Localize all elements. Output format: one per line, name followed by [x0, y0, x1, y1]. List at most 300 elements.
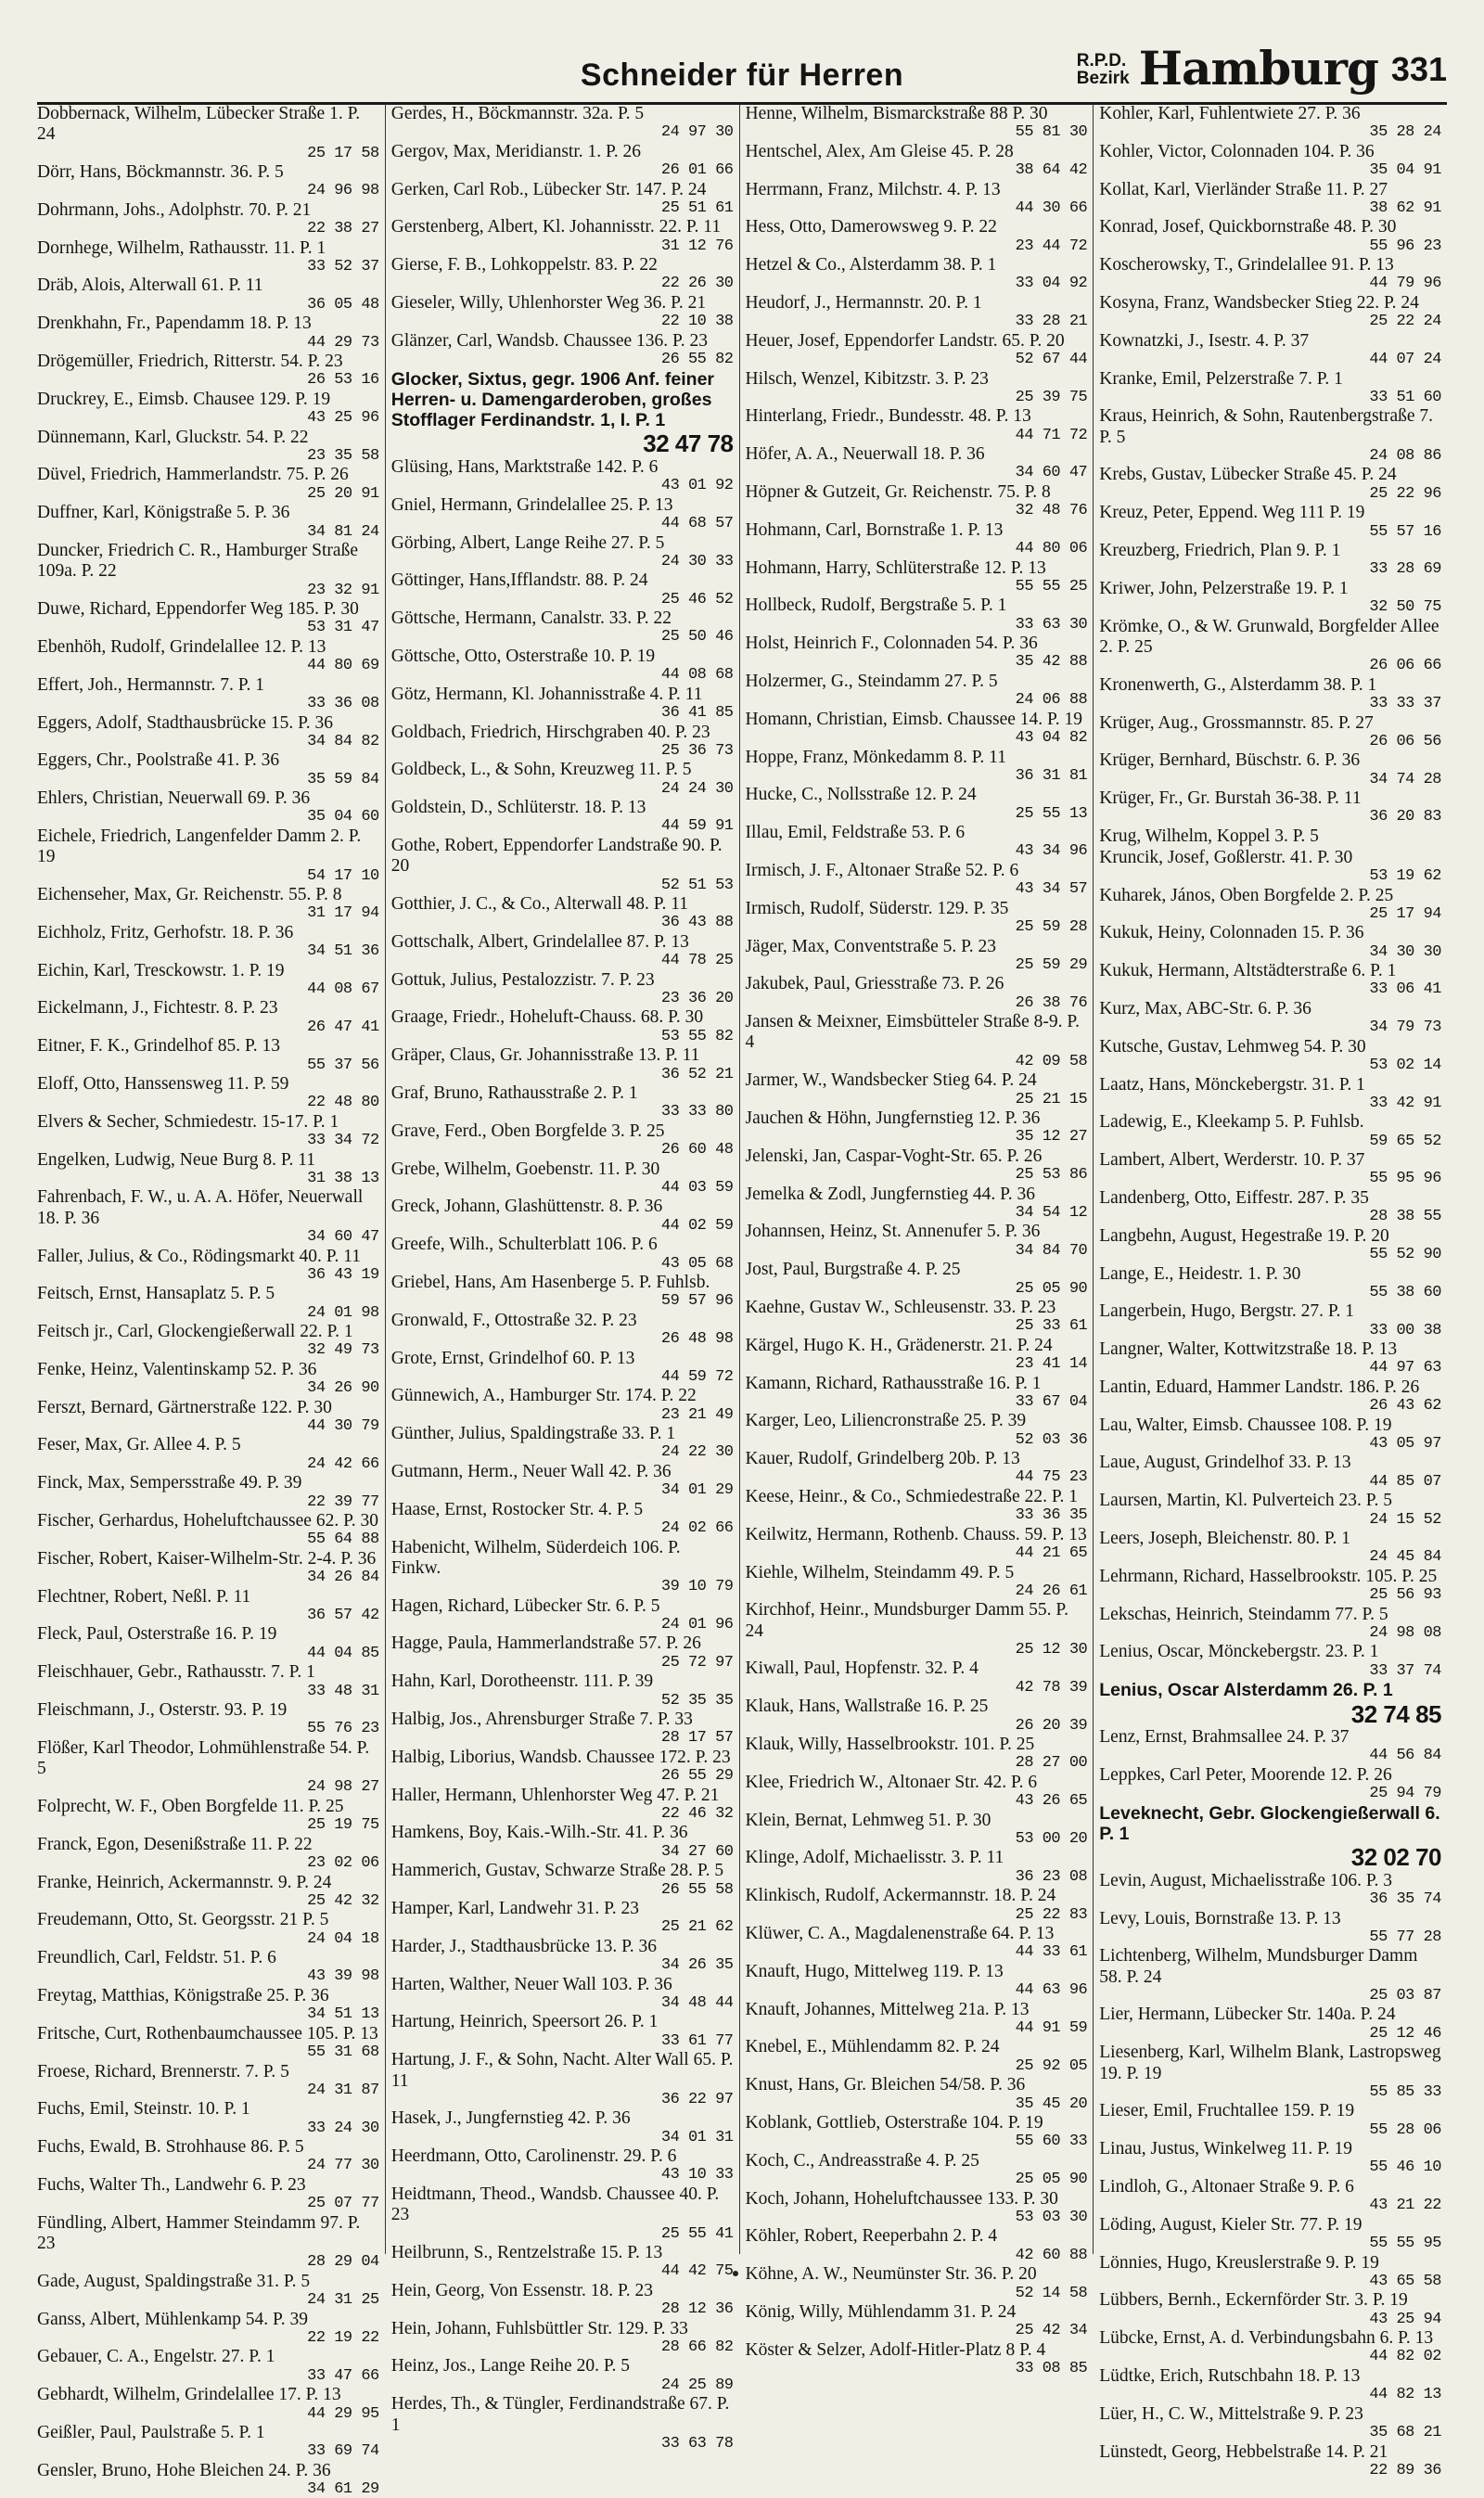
entry-name-address: Klüwer, C. A., Magdalenenstraße 64. P. 13	[745, 1924, 1055, 1944]
directory-entry	[746, 1848, 1088, 1885]
entry-name-address: Dräb, Alois, Alterwall 61. P. 11	[37, 275, 263, 296]
entry-phone: 24 97 30	[660, 123, 734, 142]
entry-name-address: Heudorf, J., Hermannstr. 20. P. 1	[745, 292, 982, 313]
entry-phone: 25 92 05	[1015, 2056, 1088, 2075]
directory-entry	[37, 352, 379, 389]
directory-entry	[1099, 293, 1441, 330]
entry-name-address: Finck, Max, Sempersstraße 49. P. 39	[37, 1473, 302, 1493]
entry-name-address: Krug, Wilhelm, Koppel 3. P. 5	[1099, 826, 1319, 846]
directory-entry	[746, 1222, 1088, 1259]
entry-phone: 33 61 77	[660, 2031, 734, 2050]
entry-phone: 35 12 27	[1015, 1128, 1088, 1147]
entry-name-address: Hohmann, Harry, Schlüterstraße 12. P. 13	[745, 557, 1046, 578]
directory-entry	[391, 894, 734, 931]
entry-name-address: Gronwald, F., Ottostraße 32. P. 23	[390, 1310, 637, 1330]
entry-name-address: Gutmann, Herm., Neuer Wall 42. P. 36	[390, 1461, 672, 1481]
directory-entry	[746, 444, 1088, 481]
entry-name-address: Lüer, H., C. W., Mittelstraße 9. P. 23	[1099, 2403, 1363, 2424]
entry-phone: 44 56 84	[1369, 1747, 1441, 1765]
entry-name-address: Heuer, Josef, Eppendorfer Landstr. 65. P. 20	[745, 330, 1065, 351]
entry-name-address: Kruncik, Josef, Goßlerstr. 41. P. 30	[1099, 847, 1353, 867]
entry-phone: 38 64 42	[1015, 161, 1088, 180]
directory-entry	[746, 369, 1088, 406]
entry-name-address: Fuchs, Walter Th., Landwehr 6. P. 23	[37, 2174, 306, 2195]
entry-name-address: Halbig, Jos., Ahrensburger Straße 7. P. 33	[390, 1710, 693, 1730]
directory-entry	[37, 923, 379, 960]
entry-name-address: Krüger, Bernhard, Büschstr. 6. P. 36	[1099, 750, 1361, 771]
entry-name-address: Halbig, Liborius, Wandsb. Chaussee 172. P. 23	[390, 1747, 731, 1767]
directory-entry	[391, 457, 734, 494]
entry-phone: 44 03 59	[660, 1178, 734, 1197]
entry-phone: 25 03 87	[1369, 1986, 1441, 2005]
entry-name-address: Irmisch, Rudolf, Süderstr. 129. P. 35	[745, 898, 1009, 918]
entry-phone: 36 31 81	[1015, 766, 1088, 785]
entry-phone: 26 55 29	[660, 1767, 734, 1786]
directory-entry	[391, 1462, 734, 1499]
entry-phone: 32 47 78	[643, 429, 734, 458]
entry-name-address: Johannsen, Heinz, St. Annenufer 5. P. 36	[745, 1222, 1041, 1242]
directory-entry	[391, 1710, 734, 1747]
entry-name-address: Gniel, Hermann, Grindelallee 25. P. 13	[390, 494, 673, 515]
entry-name-address: Klinkisch, Rudolf, Ackermannstr. 18. P. 24	[745, 1886, 1056, 1906]
directory-entry	[1099, 1416, 1441, 1453]
entry-phone: 52 14 58	[1015, 2284, 1088, 2302]
entry-name-address: Hilsch, Wenzel, Kibitzstr. 3. P. 23	[745, 368, 989, 389]
entry-name-address: Hartung, J. F., & Sohn, Nacht. Alter Wall 65. P. 11	[390, 2050, 734, 2091]
directory-entry	[1099, 1188, 1441, 1225]
directory-entry	[1099, 255, 1441, 292]
entry-phone: 59 57 96	[660, 1292, 734, 1311]
directory-entry	[37, 2272, 379, 2309]
directory-entry	[37, 2137, 379, 2174]
entry-phone: 36 41 85	[660, 704, 734, 723]
entry-name-address: Klauk, Hans, Wallstraße 16. P. 25	[745, 1697, 989, 1717]
directory-entry	[1099, 2005, 1441, 2042]
page-header	[37, 37, 1447, 105]
entry-name-address: Lübbers, Bernh., Eckernförder Str. 3. P. 19	[1099, 2290, 1408, 2311]
directory-entry	[1099, 1112, 1441, 1149]
entry-phone: 38 62 91	[1369, 199, 1441, 217]
entry-name-address: Kosyna, Franz, Wandsbecker Stieg 22. P. 24	[1099, 292, 1419, 313]
entry-name-address: Gerdes, H., Böckmannstr. 32a. P. 5	[390, 104, 645, 123]
entry-name-address: Fleischhauer, Gebr., Rathausstr. 7. P. 1	[37, 1662, 315, 1683]
directory-entry	[37, 390, 379, 427]
directory-entry	[746, 2340, 1088, 2377]
entry-name-address: Kraus, Heinrich, & Sohn, Rautenbergstraße 7. P. 5	[1099, 406, 1434, 447]
bezirk-text: Bezirk	[1076, 69, 1130, 88]
entry-name-address: Jäger, Max, Conventstraße 5. P. 23	[745, 936, 997, 956]
directory-entry	[37, 885, 379, 922]
entry-name-address: Habenicht, Wilhelm, Süderdeich 106. P. Finkw.	[390, 1537, 681, 1578]
directory-entry	[37, 826, 379, 885]
directory-entry	[37, 2213, 379, 2272]
directory-entry	[746, 1336, 1088, 1373]
directory-entry	[746, 1886, 1088, 1923]
entry-name-address: Levin, August, Michaelisstraße 106. P. 3	[1099, 1870, 1393, 1890]
entry-name-address: Karger, Leo, Liliencronstraße 25. P. 39	[745, 1411, 1027, 1431]
directory-entry	[746, 1411, 1088, 1448]
entry-phone: 42 60 88	[1015, 2246, 1088, 2264]
directory-entry	[1099, 1301, 1441, 1339]
entry-name-address: Köster & Selzer, Adolf-Hitler-Platz 8 P. 4	[745, 2339, 1046, 2360]
entry-phone: 24 24 30	[660, 779, 734, 798]
entry-phone: 28 66 82	[660, 2338, 734, 2356]
entry-name-address: Hagge, Paula, Hammerlandstraße 57. P. 26	[390, 1633, 701, 1654]
directory-entry	[391, 180, 734, 217]
entry-name-address: Jauchen & Höhn, Jungfernstieg 12. P. 36	[745, 1108, 1041, 1129]
entry-name-address: Haase, Ernst, Rostocker Str. 4. P. 5	[390, 1499, 644, 1519]
entry-phone: 55 38 60	[1369, 1283, 1441, 1301]
entry-name-address: Goldstein, D., Schlüterstr. 18. P. 13	[390, 798, 646, 818]
entry-phone: 53 02 14	[1369, 1057, 1441, 1075]
entry-name-address: Eichenseher, Max, Gr. Reichenstr. 55. P. 8	[37, 885, 342, 905]
directory-entry	[1099, 2101, 1441, 2138]
directory-entry	[391, 142, 734, 179]
entry-phone: 43 10 33	[660, 2166, 734, 2184]
entry-name-address: Hammerich, Gustav, Schwarze Straße 28. P. 5	[390, 1861, 724, 1881]
directory-entry	[1099, 217, 1441, 254]
directory-entry	[746, 255, 1088, 292]
entry-name-address: Feser, Max, Gr. Allee 4. P. 5	[37, 1435, 241, 1455]
entry-name-address: Lünstedt, Georg, Hebbelstraße 14. P. 21	[1099, 2441, 1388, 2462]
directory-entry	[1099, 2139, 1441, 2176]
entry-phone: 35 04 60	[307, 808, 379, 826]
directory-entry	[746, 1147, 1088, 1184]
entry-phone: 33 42 91	[1369, 1094, 1441, 1112]
directory-entry	[391, 836, 734, 894]
directory-entry	[1099, 2442, 1441, 2479]
directory-entry	[37, 1187, 379, 1246]
entry-name-address: Ganss, Albert, Mühlenkamp 54. P. 39	[37, 2309, 308, 2329]
directory-entry	[1099, 2290, 1441, 2327]
entry-phone: 26 20 39	[1015, 1716, 1088, 1735]
directory-entry	[1099, 104, 1441, 141]
directory-entry	[37, 314, 379, 351]
entry-name-address: Herrmann, Franz, Milchstr. 4. P. 13	[745, 179, 1001, 199]
entry-name-address: Keilwitz, Hermann, Rothenb. Chauss. 59. P. 13	[745, 1524, 1087, 1544]
entry-name-address: Kiwall, Paul, Hopfenstr. 32. P. 4	[745, 1659, 979, 1679]
directory-entry	[1099, 1150, 1441, 1187]
entry-name-address: Kownatzki, J., Isestr. 4. P. 37	[1099, 330, 1310, 351]
entry-phone: 24 77 30	[307, 2157, 379, 2175]
entry-name-address: Glänzer, Carl, Wandsb. Chaussee 136. P. 23	[390, 330, 708, 351]
entry-phone: 31 38 13	[307, 1169, 379, 1187]
entry-name-address: Heidtmann, Theod., Wandsb. Chaussee 40. P. 23	[390, 2184, 720, 2225]
directory-entry	[37, 2024, 379, 2061]
entry-phone: 44 59 72	[660, 1367, 734, 1386]
entry-name-address: Langbehn, August, Hegestraße 19. P. 20	[1099, 1225, 1389, 1246]
entry-name-address: Knauft, Johannes, Mittelweg 21a. P. 13	[745, 1999, 1030, 2019]
entry-name-address: Göttsche, Otto, Osterstraße 10. P. 19	[390, 646, 656, 666]
directory-entry	[746, 748, 1088, 785]
directory-entry	[37, 750, 379, 788]
entry-phone: 31 12 76	[660, 237, 734, 255]
entry-phone: 34 79 73	[1369, 1018, 1441, 1037]
entry-phone: 24 08 86	[1369, 446, 1441, 465]
directory-entry	[391, 533, 734, 570]
entry-phone: 33 34 72	[307, 1132, 379, 1150]
entry-phone: 34 84 82	[307, 732, 379, 750]
entry-phone: 25 19 75	[307, 1816, 379, 1835]
entry-name-address: Görbing, Albert, Lange Reihe 27. P. 5	[390, 532, 665, 553]
entry-name-address: Jost, Paul, Burgstraße 4. P. 25	[745, 1260, 961, 1280]
entry-phone: 53 00 20	[1015, 1829, 1088, 1848]
directory-entry	[746, 1563, 1088, 1600]
directory-entry	[391, 293, 734, 330]
entry-phone: 35 45 20	[1015, 2094, 1088, 2113]
entry-phone: 24 31 25	[307, 2291, 379, 2310]
directory-entry	[746, 142, 1088, 179]
entry-name-address: Fritsche, Curt, Rothenbaumchaussee 105. P. 13	[37, 2023, 378, 2043]
directory-entry	[391, 1273, 734, 1310]
entry-phone: 33 36 35	[1015, 1506, 1088, 1525]
entry-name-address: Glocker, Sixtus, gegr. 1906 Anf. feiner Herren- u. Damengarderoben, großes Stofflager Ferdinandstr. 1, I. P. 1	[390, 368, 714, 431]
entry-name-address: Kauer, Rudolf, Grindelberg 20b. P. 13	[745, 1449, 1020, 1469]
entry-phone: 44 78 25	[660, 952, 734, 970]
entry-phone: 33 24 30	[307, 2119, 379, 2137]
entry-name-address: Kranke, Emil, Pelzerstraße 7. P. 1	[1099, 368, 1343, 389]
directory-entry	[1099, 541, 1441, 578]
entry-name-address: Drenkhahn, Fr., Papendamm 18. P. 13	[37, 314, 312, 334]
directory-entry	[746, 1487, 1088, 1524]
entry-phone: 25 05 90	[1015, 2171, 1088, 2189]
directory-entry	[391, 2050, 734, 2108]
directory-columns	[37, 104, 1447, 2498]
entry-phone: 44 82 02	[1369, 2348, 1441, 2366]
entry-name-address: Folprecht, W. F., Oben Borgfelde 11. P. 25	[37, 1796, 344, 1816]
entry-name-address: Kutsche, Gustav, Lehmweg 54. P. 30	[1099, 1036, 1366, 1057]
directory-entry	[37, 1948, 379, 1985]
entry-phone: 25 55 41	[660, 2224, 734, 2243]
entry-name-address: Fleischmann, J., Osterstr. 93. P. 19	[37, 1700, 288, 1721]
entry-phone: 34 01 29	[660, 1481, 734, 1500]
entry-phone: 35 28 24	[1369, 123, 1441, 142]
entry-name-address: Krömke, O., & W. Grunwald, Borgfelder Allee 2. P. 25	[1099, 616, 1439, 657]
entry-phone: 44 68 57	[660, 515, 734, 533]
directory-entry	[37, 428, 379, 465]
entry-name-address: Klinge, Adolf, Michaelisstr. 3. P. 11	[745, 1848, 1004, 1868]
entry-phone: 59 65 52	[1369, 1132, 1441, 1150]
entry-name-address: Lübcke, Ernst, A. d. Verbindungsbahn 6. P. 13	[1099, 2328, 1434, 2349]
directory-entry	[391, 1786, 734, 1823]
directory-entry	[1099, 1765, 1441, 1802]
directory-entry	[746, 1298, 1088, 1335]
directory-entry	[37, 104, 379, 162]
directory-entry	[1099, 1727, 1441, 1764]
entry-name-address: Knebel, E., Mühlendamm 82. P. 24	[745, 2037, 1000, 2057]
directory-entry	[1099, 1605, 1441, 1642]
entry-phone: 36 05 48	[307, 295, 379, 314]
directory-entry	[1099, 1946, 1441, 2005]
entry-name-address: Dobbernack, Wilhelm, Lübecker Straße 1. P. 24	[37, 104, 361, 145]
entry-phone: 55 76 23	[307, 1720, 379, 1738]
entry-phone: 44 75 23	[1015, 1468, 1088, 1487]
entry-phone: 23 32 91	[307, 581, 379, 599]
entry-phone: 28 17 57	[660, 1729, 734, 1748]
directory-entry	[1099, 2366, 1441, 2403]
entry-phone: 43 39 98	[307, 1967, 379, 1986]
entry-name-address: Günther, Julius, Spaldingstraße 33. P. 1	[390, 1424, 676, 1444]
directory-entry	[391, 1596, 734, 1633]
entry-name-address: Kiehle, Wilhelm, Steindamm 49. P. 5	[745, 1562, 1015, 1582]
entry-name-address: Ehlers, Christian, Neuerwall 69. P. 36	[37, 788, 311, 809]
entry-name-address: Franke, Heinrich, Ackermannstr. 9. P. 24	[37, 1872, 332, 1892]
directory-entry	[37, 1112, 379, 1149]
entry-phone: 44 80 69	[307, 657, 379, 675]
directory-entry	[1099, 406, 1441, 465]
entry-name-address: Greefe, Wilh., Schulterblatt 106. P. 6	[390, 1235, 658, 1255]
directory-entry	[746, 974, 1088, 1011]
entry-phone: 26 48 98	[660, 1330, 734, 1349]
entry-phone: 25 12 30	[1015, 1640, 1088, 1659]
entry-phone: 34 81 24	[307, 522, 379, 541]
entry-name-address: Krüger, Fr., Gr. Burstah 36-38. P. 11	[1099, 788, 1362, 809]
entry-name-address: Freytag, Matthias, Königstraße 25. P. 36	[37, 1985, 329, 2005]
directory-entry	[37, 503, 379, 540]
entry-name-address: Hein, Georg, Von Essenstr. 18. P. 23	[390, 2280, 653, 2300]
entry-name-address: Koscherowsky, T., Grindelallee 91. P. 13	[1099, 255, 1394, 275]
entry-phone: 24 45 84	[1369, 1548, 1441, 1567]
entry-phone: 33 06 41	[1369, 980, 1441, 999]
entry-name-address: Glüsing, Hans, Marktstraße 142. P. 6	[390, 456, 659, 477]
entry-phone: 35 59 84	[307, 770, 379, 788]
entry-name-address: Koblank, Gottlieb, Osterstraße 104. P. 19	[745, 2113, 1043, 2133]
directory-entry	[391, 2356, 734, 2393]
entry-phone: 33 28 21	[1015, 313, 1088, 331]
entry-phone: 26 53 16	[307, 371, 379, 390]
entry-phone: 34 30 30	[1369, 942, 1441, 961]
entry-name-address: Hinterlang, Friedr., Bundesstr. 48. P. 13	[745, 406, 1031, 427]
entry-phone: 25 59 28	[1015, 918, 1088, 937]
entry-phone: 43 34 96	[1015, 842, 1088, 861]
directory-entry	[391, 1083, 734, 1121]
entry-name-address: Goldbeck, L., & Sohn, Kreuzweg 11. P. 5	[390, 760, 692, 780]
entry-name-address: Knust, Hans, Gr. Bleichen 54/58. P. 36	[745, 2075, 1026, 2095]
directory-entry	[391, 685, 734, 722]
directory-entry	[37, 675, 379, 712]
entry-phone: 44 63 96	[1015, 1981, 1088, 2000]
entry-name-address: Kreuzberg, Friedrich, Plan 9. P. 1	[1099, 541, 1341, 561]
directory-entry	[37, 541, 379, 599]
entry-phone: 55 60 33	[1015, 2133, 1088, 2151]
directory-entry	[746, 2075, 1088, 2112]
entry-name-address: Grote, Ernst, Grindelhof 60. P. 13	[390, 1348, 635, 1368]
directory-entry	[37, 2062, 379, 2099]
entry-name-address: Klee, Friedrich W., Altonaer Str. 42. P. 6	[745, 1772, 1038, 1792]
entry-name-address: Göttsche, Hermann, Canalstr. 33. P. 22	[390, 608, 672, 629]
entry-name-address: Hollbeck, Rudolf, Bergstraße 5. P. 1	[745, 596, 1007, 616]
entry-name-address: Laursen, Martin, Kl. Pulverteich 23. P. 5	[1099, 1491, 1392, 1511]
directory-entry	[1099, 331, 1441, 368]
entry-phone: 25 22 96	[1369, 484, 1441, 503]
entry-name-address: Eickelmann, J., Fichtestr. 8. P. 23	[37, 998, 278, 1018]
entry-phone: 35 04 91	[1369, 161, 1441, 180]
entry-name-address: Heilbrunn, S., Rentzelstraße 15. P. 13	[390, 2243, 663, 2263]
directory-entry	[37, 1322, 379, 1359]
entry-phone: 55 85 33	[1369, 2082, 1441, 2101]
directory-entry	[37, 2423, 379, 2460]
directory-entry	[1099, 2328, 1441, 2365]
directory-entry	[391, 104, 734, 141]
entry-name-address: Kriwer, John, Pelzerstraße 19. P. 1	[1099, 578, 1349, 598]
entry-name-address: Köhler, Robert, Reeperbahn 2. P. 4	[745, 2226, 998, 2247]
directory-entry	[391, 1349, 734, 1386]
directory-entry	[391, 1159, 734, 1197]
entry-phone: 25 05 90	[1015, 1279, 1088, 1298]
directory-entry	[746, 672, 1088, 709]
directory-entry	[37, 238, 379, 275]
directory-entry	[391, 217, 734, 254]
entry-name-address: Leppkes, Carl Peter, Moorende 12. P. 26	[1099, 1764, 1392, 1785]
entry-phone: 52 03 36	[1015, 1430, 1088, 1449]
directory-entry	[391, 1311, 734, 1348]
entry-phone: 34 74 28	[1369, 770, 1441, 788]
directory-entry	[1099, 788, 1441, 826]
entry-phone: 42 78 39	[1015, 1678, 1088, 1697]
directory-entry	[37, 200, 379, 237]
entry-name-address: Kreuz, Peter, Eppend. Weg 111 P. 19	[1099, 503, 1365, 523]
entry-phone: 24 06 88	[1015, 691, 1088, 710]
directory-entry	[1099, 180, 1441, 217]
directory-entry	[391, 1121, 734, 1159]
entry-name-address: Gottschalk, Albert, Grindelallee 87. P. 13	[390, 931, 689, 952]
entry-phone: 23 36 20	[660, 989, 734, 1007]
directory-entry	[391, 1045, 734, 1082]
entry-phone: 44 59 91	[660, 817, 734, 836]
directory-entry	[1099, 1075, 1441, 1112]
directory-entry	[37, 1473, 379, 1510]
entry-phone: 24 42 66	[307, 1454, 379, 1473]
directory-entry	[37, 1662, 379, 1699]
directory-entry	[1099, 2043, 1441, 2101]
entry-name-address: Eichin, Karl, Tresckowstr. 1. P. 19	[37, 960, 285, 980]
entry-phone: 33 63 78	[660, 2434, 734, 2453]
entry-name-address: Hartung, Heinrich, Speersort 26. P. 1	[390, 2012, 659, 2032]
entry-name-address: Ebenhöh, Rudolf, Grindelallee 12. P. 13	[37, 636, 326, 657]
entry-name-address: Froese, Richard, Brennerstr. 7. P. 5	[37, 2061, 289, 2082]
entry-phone: 43 65 58	[1369, 2272, 1441, 2290]
directory-entry	[391, 2184, 734, 2243]
entry-phone: 44 29 73	[307, 333, 379, 352]
directory-entry	[746, 1962, 1088, 1999]
entry-phone: 24 15 52	[1369, 1510, 1441, 1529]
entry-name-address: Graf, Bruno, Rathausstraße 2. P. 1	[390, 1083, 638, 1104]
directory-entry	[37, 2099, 379, 2136]
entry-name-address: Greck, Johann, Glashüttenstr. 8. P. 36	[390, 1197, 663, 1217]
directory-entry	[1099, 1803, 1441, 1871]
directory-entry	[37, 2385, 379, 2422]
entry-name-address: Höfer, A. A., Neuerwall 18. P. 36	[745, 444, 985, 465]
directory-entry	[391, 1899, 734, 1936]
entry-phone: 33 63 30	[1015, 615, 1088, 634]
entry-name-address: Köhne, A. W., Neumünster Str. 36. P. 20	[745, 2264, 1037, 2285]
directory-entry	[1099, 886, 1441, 923]
entry-phone: 33 67 04	[1015, 1392, 1088, 1411]
entry-phone: 25 17 58	[307, 144, 379, 162]
directory-entry	[746, 1924, 1088, 1961]
directory-entry	[746, 2000, 1088, 2037]
directory-entry	[37, 1986, 379, 2023]
entry-name-address: Gade, August, Spaldingstraße 31. P. 5	[37, 2271, 311, 2291]
entry-name-address: Elvers & Secher, Schmiedestr. 15-17. P. 1	[37, 1111, 339, 1132]
entry-name-address: Effert, Joh., Hermannstr. 7. P. 1	[37, 674, 264, 695]
directory-entry	[1099, 1642, 1441, 1679]
directory-entry	[37, 2175, 379, 2212]
entry-phone: 25 20 91	[307, 484, 379, 503]
entry-name-address: Kurz, Max, ABC-Str. 6. P. 36	[1099, 998, 1311, 1018]
entry-phone: 44 07 24	[1369, 351, 1441, 369]
directory-entry	[391, 647, 734, 684]
